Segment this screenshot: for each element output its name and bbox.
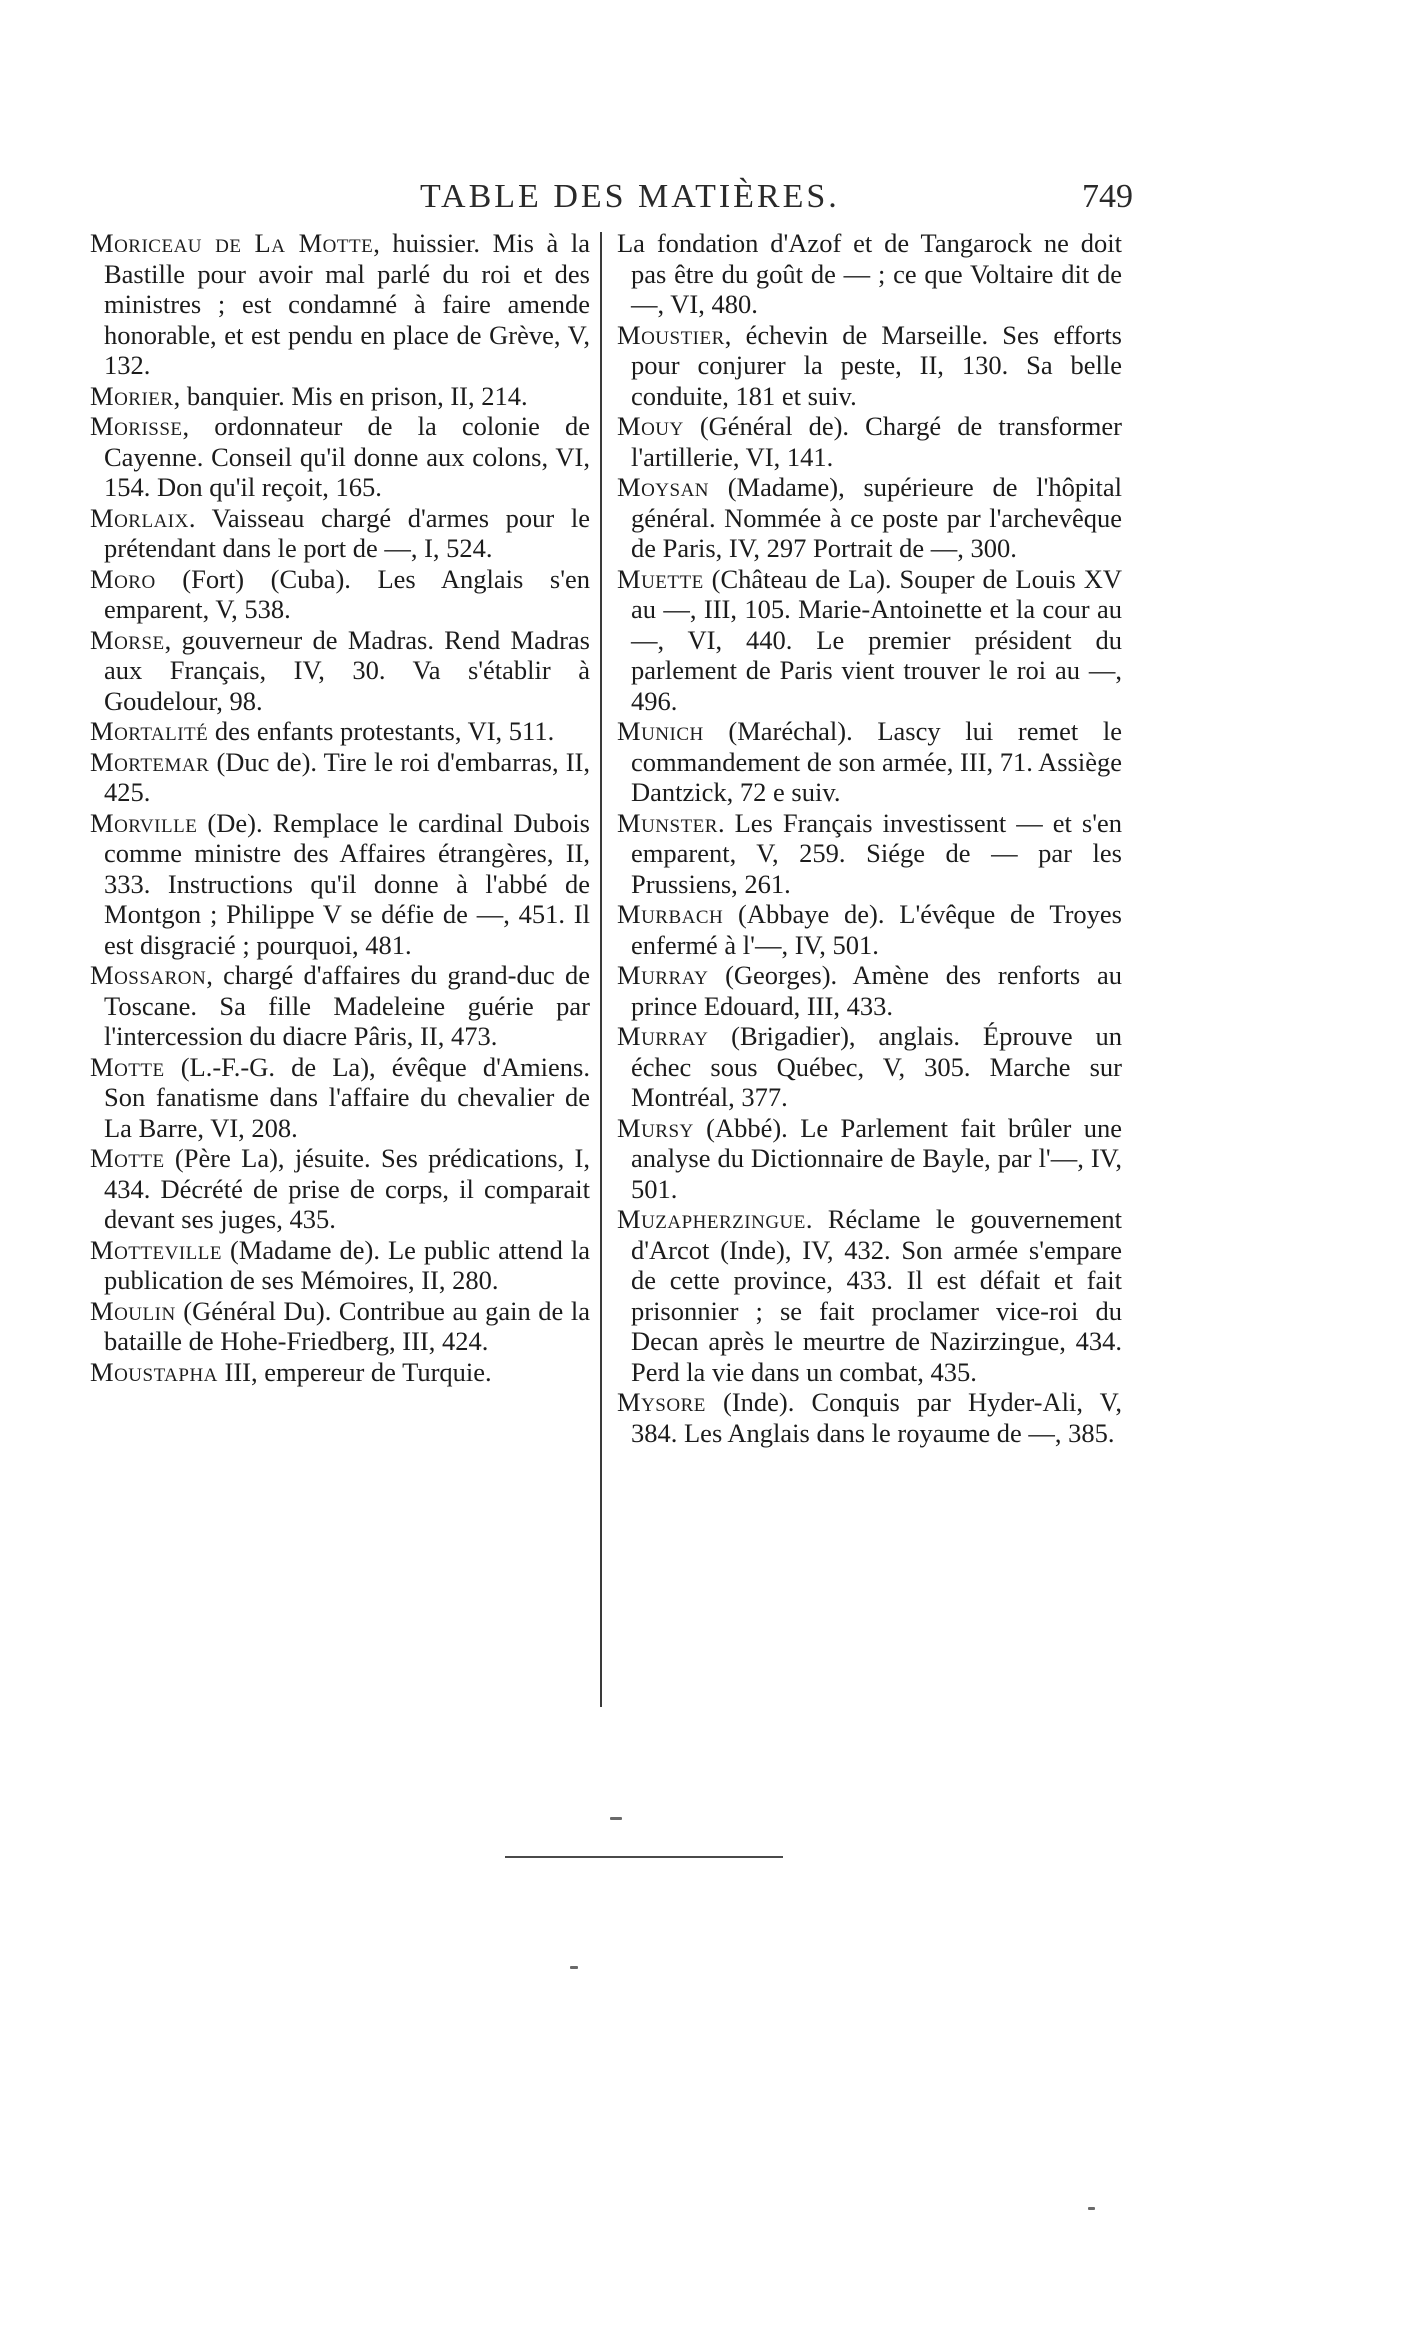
entry-heading: Motteville (90, 1234, 222, 1265)
running-title: TABLE DES MATIÈRES. (420, 178, 840, 215)
index-entry (90, 960, 590, 1052)
index-entry (617, 411, 1122, 472)
index-entry (90, 1143, 590, 1235)
entry-text: , échevin de Marseille. Ses efforts pour conjurer la peste, II, 130. Sa belle conduite, 181 et suiv. (631, 319, 1122, 411)
entry-heading: Morlaix (90, 502, 189, 533)
entry-heading: Mursy (617, 1112, 694, 1143)
entry-heading: Moustier (617, 319, 725, 350)
ink-mark (570, 1966, 578, 1969)
entry-heading: Mortalité (90, 716, 209, 746)
entry-text: (Abbé). Le Parlement fait brûler une analyse du Dictionnaire de Bayle, par l'—, IV, 501. (631, 1112, 1122, 1204)
entry-text: (Brigadier), anglais. Éprouve un échec sous Québec, V, 305. Marche sur Montréal, 377. (631, 1021, 1122, 1112)
entry-text: , gouverneur de Madras. Rend Madras aux Français, IV, 30. Va s'établir à Goudelour, 98. (104, 624, 590, 716)
entry-heading: Mouy (617, 411, 684, 441)
index-entry (617, 716, 1122, 808)
index-entry (90, 1296, 590, 1357)
entry-heading: Moulin (90, 1295, 176, 1326)
entry-text: (Général de). Chargé de transformer l'artillerie, VI, 141. (631, 411, 1122, 472)
entry-heading: Muette (617, 563, 704, 594)
entry-heading: Morisse (90, 411, 183, 441)
index-entry (90, 564, 590, 625)
entry-text: (Père La), jésuite. Ses prédications, I, 434. Décrété de prise de corps, il comparait devant ses juges, 435. (104, 1143, 590, 1234)
entry-text: La fondation d'Azof et de Tangarock ne doit pas être du goût de — ; ce que Voltaire dit de —, VI, 480. (617, 228, 1122, 319)
entry-heading: Murray (617, 1021, 709, 1051)
entry-heading: Motte (90, 1051, 165, 1082)
ink-mark (610, 1817, 622, 1820)
index-entry (617, 1113, 1122, 1205)
column-divider (600, 232, 602, 1707)
index-entry (90, 1052, 590, 1144)
footer-rule (505, 1856, 783, 1858)
entry-text: (Duc de). Tire le roi d'embarras, II, 425. (104, 746, 590, 807)
entry-heading: Moro (90, 563, 156, 594)
index-entry (90, 808, 590, 961)
entry-heading: Morville (90, 807, 198, 838)
index-entry (90, 411, 590, 503)
entry-heading: Mysore (617, 1387, 706, 1417)
entry-text: , banquier. Mis en prison, II, 214. (173, 380, 528, 411)
index-entry (617, 1204, 1122, 1387)
index-entry (90, 716, 590, 747)
index-entry (617, 1021, 1122, 1113)
entry-heading: Moysan (617, 472, 710, 502)
entry-text: . Réclame le gouvernement d'Arcot (Inde), IV, 432. Son armée s'empare de cette province, 433. Il est défait et fait prisonnier ; se fait proclamer vice-roi du Decan après le meurtre de Nazirzingue, 434. Perd la vie dans un combat, 435. (631, 1204, 1122, 1387)
index-entry (617, 808, 1122, 900)
entry-text: (De). Remplace le cardinal Dubois comme ministre des Affaires étrangères, II, 333. Instructions qu'il donne à l'abbé de Montgon ; Philippe V se défie de —, 451. Il est disgracié ; pourquoi, 481. (104, 807, 590, 960)
entry-text: (Général Du). Contribue au gain de la bataille de Hohe-Friedberg, III, 424. (104, 1295, 590, 1356)
index-entry (617, 564, 1122, 717)
entry-heading: Murray (617, 960, 709, 990)
entry-text: (L.-F.-G. de La), évêque d'Amiens. Son fanatisme dans l'affaire du chevalier de La Barre, VI, 208. (104, 1051, 590, 1143)
index-entry (617, 320, 1122, 412)
left-column (90, 228, 590, 1387)
entry-text: III, empereur de Turquie. (217, 1356, 492, 1387)
entry-heading: Morse (90, 624, 165, 655)
index-entry (617, 472, 1122, 564)
index-entry (90, 1235, 590, 1296)
entry-heading: Motte (90, 1143, 165, 1173)
page-header (0, 178, 1413, 222)
right-column (617, 228, 1122, 1448)
entry-text: . Les Français investissent — et s'en emparent, V, 259. Siége de — par les Prussiens, 261. (631, 807, 1122, 899)
entry-text: , huissier. Mis à la Bastille pour avoir mal parlé du roi et des ministres ; est condamné à faire amende honorable, et est pendu en place de Grève, V, 132. (104, 228, 590, 380)
entry-text: (Madame de). Le public attend la publication de ses Mémoires, II, 280. (104, 1234, 590, 1295)
entry-text: (Abbaye de). L'évêque de Troyes enfermé à l'—, IV, 501. (631, 899, 1122, 960)
entry-text: , ordonnateur de la colonie de Cayenne. Conseil qu'il donne aux colons, VI, 154. Don qu'il reçoit, 165. (104, 411, 590, 502)
entry-text: (Château de La). Souper de Louis XV au —, III, 105. Marie-Antoinette et la cour au —, VI, 440. Le premier président du parlement de Paris vient trouver le roi au —, 496. (631, 563, 1122, 716)
index-entry (90, 747, 590, 808)
index-entry (617, 960, 1122, 1021)
entry-heading: Muzapherzingue (617, 1204, 806, 1234)
entry-text: des enfants protestants, VI, 511. (208, 716, 555, 746)
entry-heading: Munich (617, 716, 704, 746)
index-entry (617, 228, 1122, 320)
entry-heading: Mossaron (90, 960, 207, 990)
page-number: 749 (1082, 178, 1133, 215)
entry-text: . Vaisseau chargé d'armes pour le prétendant dans le port de —, I, 524. (104, 502, 590, 563)
index-entry (90, 1357, 590, 1388)
index-entry (90, 381, 590, 412)
entry-text: (Inde). Conquis par Hyder-Ali, V, 384. Les Anglais dans le royaume de —, 385. (631, 1387, 1122, 1448)
entry-heading: Moustapha (90, 1356, 218, 1387)
entry-heading: Moriceau de La Motte (90, 228, 374, 258)
entry-heading: Morier (90, 380, 174, 411)
index-entry (617, 1387, 1122, 1448)
entry-text: , chargé d'affaires du grand-duc de Toscane. Sa fille Madeleine guérie par l'intercession du diacre Pâris, II, 473. (104, 960, 590, 1051)
index-entry (90, 228, 590, 381)
index-entry (90, 625, 590, 717)
index-entry (90, 503, 590, 564)
index-entry (617, 899, 1122, 960)
ink-mark (1088, 2207, 1095, 2210)
entry-heading: Munster (617, 807, 718, 838)
entry-text: (Madame), supérieure de l'hôpital général. Nommée à ce poste par l'archevêque de Paris, IV, 297 Portrait de —, 300. (631, 472, 1122, 563)
entry-text: (Maréchal). Lascy lui remet le commandement de son armée, III, 71. Assiège Dantzick, 72 e suiv. (631, 716, 1122, 807)
entry-text: (Georges). Amène des renforts au prince Edouard, III, 433. (631, 960, 1122, 1021)
entry-text: (Fort) (Cuba). Les Anglais s'en emparent, V, 538. (104, 563, 590, 624)
entry-heading: Mortemar (90, 746, 210, 777)
entry-heading: Murbach (617, 899, 724, 929)
